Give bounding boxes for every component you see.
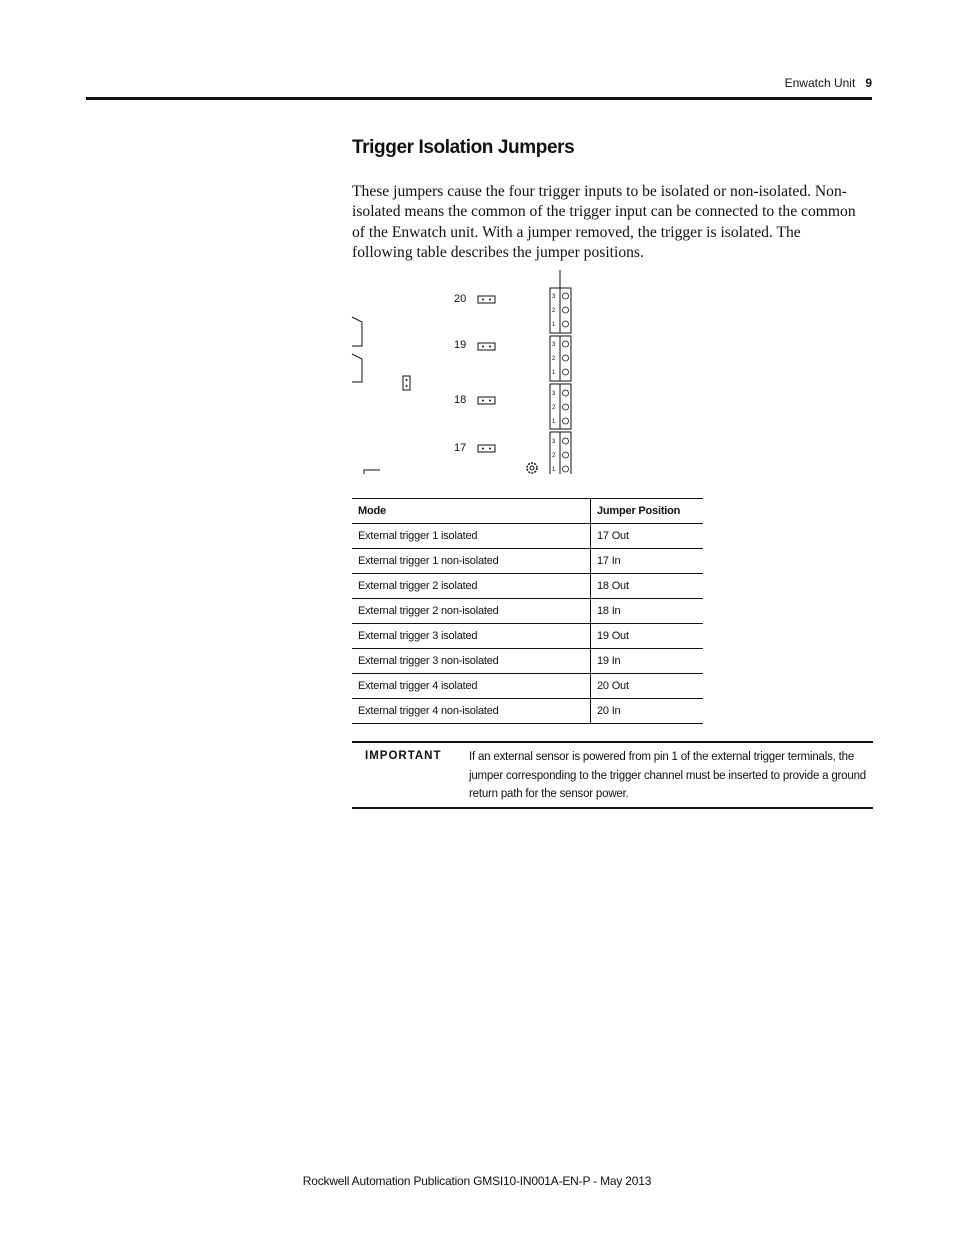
pin-number: 3 — [552, 391, 556, 397]
jumper-label-19: 19 — [454, 339, 467, 351]
table-row — [352, 524, 703, 549]
pin-number: 2 — [552, 453, 556, 459]
jumper-label-17: 17 — [454, 442, 467, 454]
pin-number: 1 — [552, 467, 556, 473]
table-row — [352, 674, 703, 699]
important-notice — [352, 741, 873, 809]
position-cell: 17 In — [591, 549, 704, 574]
pin-number: 2 — [552, 356, 556, 362]
table-header-row — [352, 499, 703, 524]
pin-number: 1 — [552, 370, 556, 376]
page-number: 9 — [865, 76, 872, 90]
mode-cell: External trigger 1 non-isolated — [352, 549, 591, 574]
position-cell: 18 Out — [591, 574, 704, 599]
pin-number: 2 — [552, 405, 556, 411]
board-outline-shape — [364, 470, 380, 474]
position-cell: 20 In — [591, 699, 704, 724]
pin-number: 3 — [552, 439, 556, 445]
mode-cell: External trigger 4 non-isolated — [352, 699, 591, 724]
position-cell: 17 Out — [591, 524, 704, 549]
pin-number: 2 — [552, 308, 556, 314]
section-title: Trigger Isolation Jumpers — [352, 137, 575, 158]
header-pin — [406, 385, 408, 387]
position-cell: 19 In — [591, 649, 704, 674]
pin-number: 1 — [552, 322, 556, 328]
terminal-block-4 — [550, 432, 571, 474]
position-cell: 19 Out — [591, 624, 704, 649]
jumper-label-20: 20 — [454, 293, 467, 305]
table-row — [352, 599, 703, 624]
jumper-diagram-svg — [350, 270, 590, 476]
important-label: IMPORTANT — [365, 750, 442, 762]
position-cell: 18 In — [591, 599, 704, 624]
table-row — [352, 699, 703, 724]
gear-icon — [527, 463, 537, 473]
jumper-block-20 — [478, 296, 495, 303]
terminal-block-3 — [550, 384, 571, 429]
header-section-name: Enwatch Unit — [784, 76, 856, 90]
mode-cell: External trigger 2 non-isolated — [352, 599, 591, 624]
column-header-mode: Mode — [352, 499, 591, 524]
terminal-block-1 — [550, 288, 571, 333]
jumper-position-table — [352, 498, 703, 724]
table-row — [352, 549, 703, 574]
pin-number: 1 — [552, 419, 556, 425]
jumper-block-17 — [478, 445, 495, 452]
section-body: These jumpers cause the four trigger inputs to be isolated or non-isolated. Non-isolated means the common of the trigger input can be connected to the common of the Enwatch unit. With a jumper removed, the trigger is isolated. The following table describes the jumper positions. — [352, 183, 856, 261]
publication-footer: Rockwell Automation Publication GMSI10-IN001A-EN-P - May 2013 — [302, 1174, 652, 1188]
table-row — [352, 649, 703, 674]
jumper-block-19 — [478, 343, 495, 350]
important-text: If an external sensor is powered from pin 1 of the external trigger terminals, the jumper corresponding to the trigger channel must be inserted to provide a ground return path for the sensor power. — [469, 751, 866, 801]
pin-number: 3 — [552, 294, 556, 300]
header-rule — [86, 97, 872, 100]
jumper-block-18 — [478, 397, 495, 404]
table-row — [352, 624, 703, 649]
jumper-label-18: 18 — [454, 394, 467, 406]
mode-cell: External trigger 2 isolated — [352, 574, 591, 599]
board-outline-shape — [352, 354, 362, 382]
position-cell: 20 Out — [591, 674, 704, 699]
mode-cell: External trigger 4 isolated — [352, 674, 591, 699]
jumper-diagram — [350, 270, 590, 476]
board-outline-shape — [352, 317, 362, 346]
running-header — [785, 76, 872, 90]
mode-cell: External trigger 3 non-isolated — [352, 649, 591, 674]
mode-cell: External trigger 3 isolated — [352, 624, 591, 649]
mode-cell: External trigger 1 isolated — [352, 524, 591, 549]
terminal-block-2 — [550, 336, 571, 381]
header-pin — [406, 379, 408, 381]
vertical-header-component — [403, 376, 410, 390]
gear-center — [530, 466, 534, 470]
pin-number: 3 — [552, 342, 556, 348]
table-row — [352, 574, 703, 599]
column-header-jumper-position: Jumper Position — [591, 499, 704, 524]
